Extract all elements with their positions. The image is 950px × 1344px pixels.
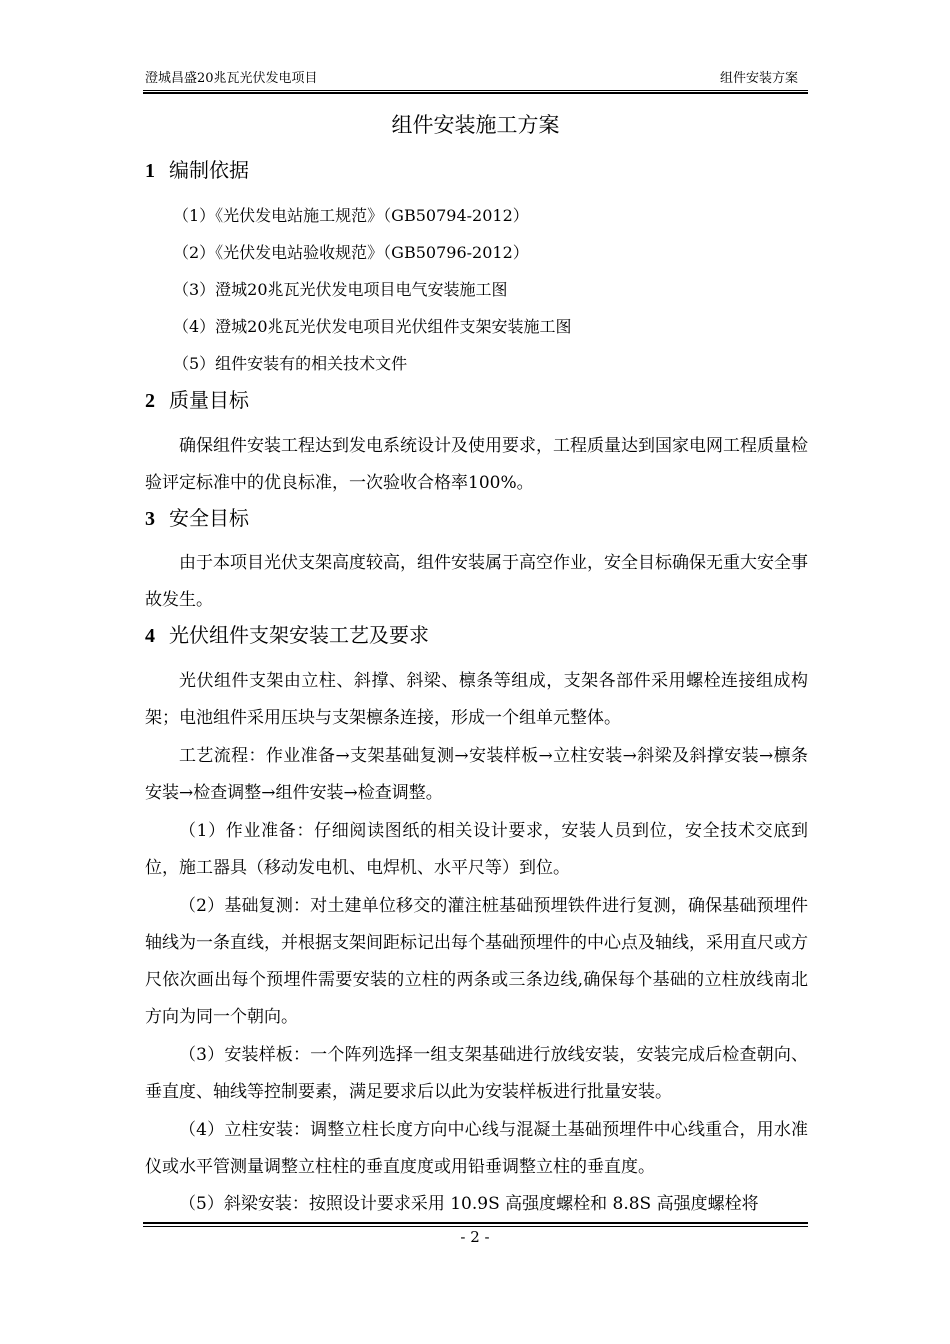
section-number: 1 [145, 160, 155, 182]
section-title: 安全目标 [169, 506, 249, 530]
paragraph: （3）安装样板：一个阵列选择一组支架基础进行放线安装，安装完成后检查朝向、垂直度、轴线等控制要素，满足要求后以此为安装样板进行批量安装。 [145, 1045, 808, 1102]
reference-item: （3）澄城20兆瓦光伏发电项目电气安装施工图 [173, 280, 508, 299]
paragraph: （2）基础复测：对土建单位移交的灌注桩基础预埋铁件进行复测，确保基础预埋件轴线为一条直线，并根据支架间距标记出每个基础预埋件的中心点及轴线，采用直尺或方尺依次画出每个预埋件需要安装的立柱的两条或三条边线,确保每个基础的立柱放线南北方向为同一个朝向。 [145, 896, 808, 1027]
section-heading-4 [145, 620, 429, 651]
section-number: 4 [145, 625, 155, 647]
paragraph: 光伏组件支架由立柱、斜撑、斜梁、檩条等组成，支架各部件采用螺栓连接组成构架；电池组件采用压块与支架檩条连接，形成一个组单元整体。 [145, 671, 808, 728]
reference-item: （2）《光伏发电站验收规范》（GB50796-2012） [173, 243, 529, 262]
section-heading-2 [145, 385, 249, 416]
header-rule-thin [143, 90, 808, 91]
section-number: 2 [145, 390, 155, 412]
section-heading-3 [145, 503, 249, 534]
reference-item: （1）《光伏发电站施工规范》（GB50794-2012） [173, 206, 529, 225]
section-heading-1 [145, 155, 249, 186]
header-rule-thick [143, 92, 808, 94]
paragraph: （4）立柱安装：调整立柱长度方向中心线与混凝土基础预埋件中心线重合，用水准仪或水平管测量调整立柱柱的垂直度度或用铅垂调整立柱的垂直度。 [145, 1120, 808, 1177]
section-number: 3 [145, 508, 155, 530]
reference-item: （4）澄城20兆瓦光伏发电项目光伏组件支架安装施工图 [173, 317, 572, 336]
header-document-name: 组件安装方案 [719, 71, 798, 86]
section-title: 质量目标 [169, 388, 249, 412]
page-number: - 2 - [460, 1228, 490, 1246]
paragraph: 确保组件安装工程达到发电系统设计及使用要求，工程质量达到国家电网工程质量检验评定标准中的优良标准，一次验收合格率100%。 [145, 436, 808, 493]
document-title: 组件安装施工方案 [391, 113, 560, 137]
paragraph: （1）作业准备：仔细阅读图纸的相关设计要求，安装人员到位，安全技术交底到位，施工器具（移动发电机、电焊机、水平尺等）到位。 [145, 821, 808, 878]
paragraph: 由于本项目光伏支架高度较高，组件安装属于高空作业，安全目标确保无重大安全事故发生。 [145, 553, 808, 610]
section-title: 光伏组件支架安装工艺及要求 [169, 623, 429, 647]
header-project-name: 澄城昌盛20兆瓦光伏发电项目 [145, 71, 318, 86]
section-title: 编制依据 [169, 158, 249, 182]
page-header [143, 68, 808, 90]
footer-rule-thick [143, 1222, 808, 1224]
paragraph: 工艺流程：作业准备→支架基础复测→安装样板→立柱安装→斜梁及斜撑安装→檩条安装→检查调整→组件安装→检查调整。 [145, 746, 808, 803]
reference-item: （5）组件安装有的相关技术文件 [173, 354, 408, 373]
paragraph: （5）斜梁安装：按照设计要求采用 10.9S 高强度螺栓和 8.8S 高强度螺栓将 [179, 1194, 759, 1214]
